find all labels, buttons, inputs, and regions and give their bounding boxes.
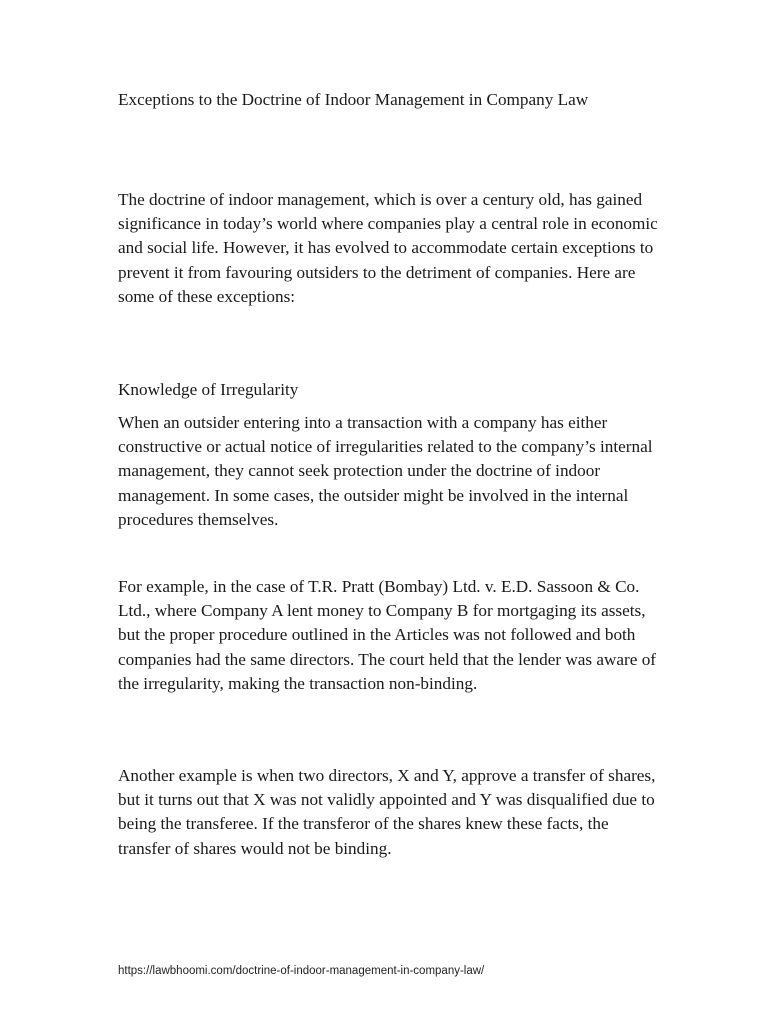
document-title: Exceptions to the Doctrine of Indoor Management in Company Law <box>118 90 589 109</box>
source-url-footer[interactable]: https://lawbhoomi.com/doctrine-of-indoor-management-in-company-law/ <box>118 965 485 977</box>
intro-paragraph: The doctrine of indoor management, which is over a century old, has gained significance in today’s world where companies play a central role in economic and social life. However, it has evolved to accommodate certain exceptions to prevent it from favouring outsiders to the detriment of companies. Here are some of these exceptions: <box>118 190 658 306</box>
body-paragraph-example-pratt: For example, in the case of T.R. Pratt (Bombay) Ltd. v. E.D. Sassoon & Co. Ltd., where Company A lent money to Company B for mortgaging its assets, but the proper procedure outlined in the Articles was not followed and both companies had the same directors. The court held that the lender was aware of the irregularity, making the transaction non-binding. <box>118 577 657 693</box>
body-paragraph-example-directors: Another example is when two directors, X and Y, approve a transfer of shares, but it turns out that X was not validly appointed and Y was disqualified due to being the transferee. If the transferor of the shares knew these facts, the transfer of shares would not be binding. <box>118 766 656 858</box>
body-paragraph-knowledge: When an outsider entering into a transaction with a company has either constructive or actual notice of irregularities related to the company’s internal management, they cannot seek protection under the doctrine of indoor management. In some cases, the outsider might be involved in the internal procedures themselves. <box>118 413 653 529</box>
section-heading: Knowledge of Irregularity <box>118 380 299 399</box>
